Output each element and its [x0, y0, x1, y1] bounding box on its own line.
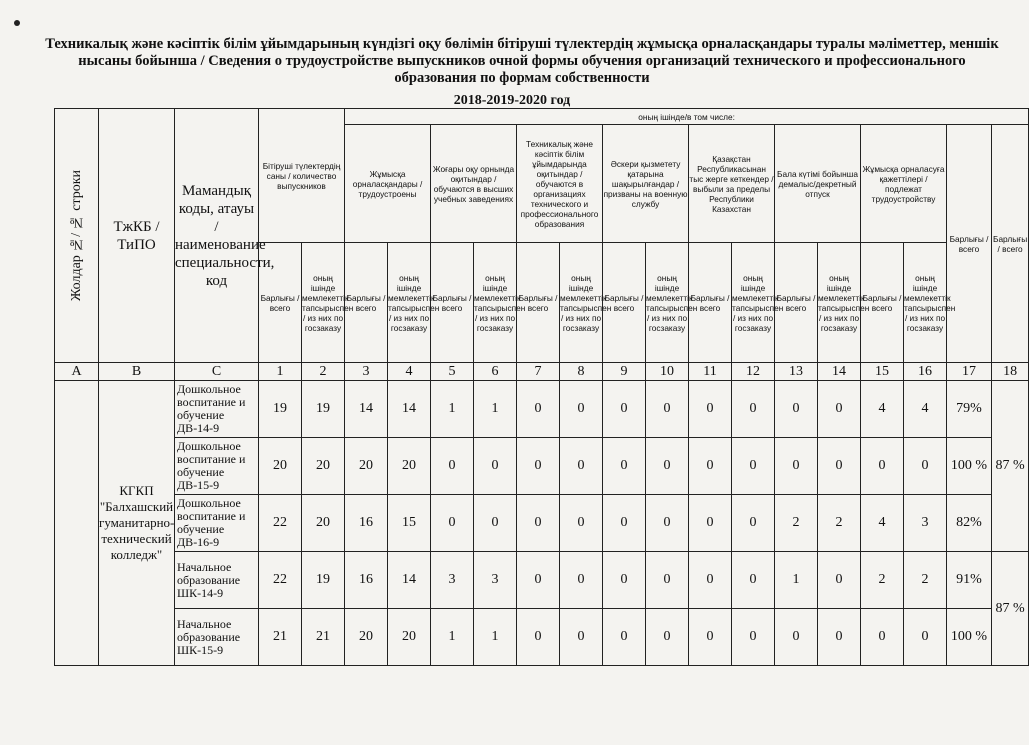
value-cell: 0	[732, 552, 775, 609]
sub-gov: оның ішінде мемлекеттік тапсырыспен / из них по госзаказу	[818, 243, 861, 363]
col-letter: 15	[861, 363, 904, 381]
scan-mark	[14, 20, 20, 26]
value-cell: 0	[517, 438, 560, 495]
percent-cell: 100 %	[947, 438, 992, 495]
header-row-no: Жолдар №/ № строки	[55, 109, 99, 363]
value-cell: 0	[560, 438, 603, 495]
header-maternity: Бала күтімі бойынша демалыс/декретный отпуск	[775, 125, 861, 243]
value-cell: 20	[302, 495, 345, 552]
col-letter: 9	[603, 363, 646, 381]
value-cell: 0	[517, 609, 560, 666]
value-cell: 20	[388, 438, 431, 495]
document-title: Техникалық және кәсіптік білім ұйымдарының күндізгі оқу бөлімін бітіруші түлектердің жұмысқа орналасқандары туралы мәліметтер, меншік нысаны бойынша / Сведения о трудоустройстве выпускников очной формы обучения организаций технического и профессионального образования по формам собственности	[45, 36, 999, 86]
col-letter: 14	[818, 363, 861, 381]
header-abroad: Қазақстан Республикасынан тыс жерге кеткендер / выбыли за пределы Республики Казахстан	[689, 125, 775, 243]
sub-total: Барлығы / всего	[345, 243, 388, 363]
col-letter: 17	[947, 363, 992, 381]
percent-cell: 91%	[947, 552, 992, 609]
col-letter: 6	[474, 363, 517, 381]
col-letter: 8	[560, 363, 603, 381]
table-row	[55, 609, 1029, 666]
value-cell: 0	[646, 609, 689, 666]
value-cell: 0	[775, 609, 818, 666]
sub-gov: оның ішінде мемлекеттік тапсырыспен / из них по госзаказу	[732, 243, 775, 363]
col-letter: 1	[259, 363, 302, 381]
value-cell: 0	[689, 609, 732, 666]
header-employed: Жұмысқа орналасқандары / трудоустроены	[345, 125, 431, 243]
value-cell: 20	[259, 438, 302, 495]
value-cell: 21	[302, 609, 345, 666]
value-cell: 3	[474, 552, 517, 609]
sub-gov: оның ішінде мемлекеттік тапсырыспен / из них по госзаказу	[302, 243, 345, 363]
specialty-cell: Начальное образование ШК-15-9	[175, 609, 259, 666]
table-row	[55, 495, 1029, 552]
sub-total: Барлығы / всего	[689, 243, 732, 363]
col-letter: 13	[775, 363, 818, 381]
value-cell: 2	[818, 495, 861, 552]
value-cell: 19	[302, 381, 345, 438]
value-cell: 16	[345, 495, 388, 552]
sub-total: Барлығы / всего	[517, 243, 560, 363]
value-cell: 1	[474, 381, 517, 438]
value-cell: 0	[560, 381, 603, 438]
header-including: оның ішінде/в том числе:	[345, 109, 1029, 125]
value-cell: 0	[732, 381, 775, 438]
value-cell: 1	[431, 381, 474, 438]
value-cell: 0	[431, 495, 474, 552]
sub-total: Барлығы / всего	[259, 243, 302, 363]
col-letter: С	[175, 363, 259, 381]
col-letter: 7	[517, 363, 560, 381]
col-letter: В	[99, 363, 175, 381]
value-cell: 0	[603, 609, 646, 666]
value-cell: 0	[603, 495, 646, 552]
value-cell: 0	[646, 438, 689, 495]
value-cell: 0	[689, 552, 732, 609]
value-cell: 0	[861, 609, 904, 666]
percent-cell: 82%	[947, 495, 992, 552]
value-cell: 2	[904, 552, 947, 609]
value-cell: 2	[861, 552, 904, 609]
sub-total: Барлығы / всего	[431, 243, 474, 363]
value-cell: 1	[431, 609, 474, 666]
col-letter: 5	[431, 363, 474, 381]
value-cell: 0	[775, 381, 818, 438]
header-tipo: ТжКБ / ТиПО	[99, 109, 175, 363]
column-letters-row	[55, 363, 1029, 381]
value-cell: 22	[259, 495, 302, 552]
value-cell: 19	[259, 381, 302, 438]
value-cell: 20	[302, 438, 345, 495]
value-cell: 4	[861, 495, 904, 552]
value-cell: 0	[732, 609, 775, 666]
sub-total: Барлығы / всего	[861, 243, 904, 363]
specialty-cell: Дошкольное воспитание и обучение ДВ-15-9	[175, 438, 259, 495]
value-cell: 16	[345, 552, 388, 609]
header-higher: Жоғары оқу орнында оқитындар / обучаются в высших учебных заведениях	[431, 125, 517, 243]
value-cell: 1	[775, 552, 818, 609]
sub-gov: оның ішінде мемлекеттік тапсырыспен / из них по госзаказу	[388, 243, 431, 363]
col-letter: 16	[904, 363, 947, 381]
value-cell: 0	[775, 438, 818, 495]
group-total-cell: 87 %	[992, 381, 1029, 552]
value-cell: 0	[560, 495, 603, 552]
value-cell: 14	[388, 381, 431, 438]
col-letter: 12	[732, 363, 775, 381]
header-graduates: Бітіруші түлектердің саны / количество выпускников	[259, 109, 345, 243]
col-letter: 2	[302, 363, 345, 381]
col-letter: 18	[992, 363, 1029, 381]
header-total-17: Барлығы / всего	[947, 125, 992, 363]
percent-cell: 100 %	[947, 609, 992, 666]
value-cell: 15	[388, 495, 431, 552]
value-cell: 0	[646, 552, 689, 609]
value-cell: 0	[818, 552, 861, 609]
table-row	[55, 438, 1029, 495]
value-cell: 3	[904, 495, 947, 552]
value-cell: 0	[904, 438, 947, 495]
sub-total: Барлығы / всего	[603, 243, 646, 363]
header-army: Әскери қызметету қатарына шақырылғандар / призваны на военную службу	[603, 125, 689, 243]
value-cell: 0	[474, 438, 517, 495]
value-cell: 0	[689, 495, 732, 552]
value-cell: 0	[732, 495, 775, 552]
value-cell: 20	[345, 609, 388, 666]
value-cell: 4	[861, 381, 904, 438]
value-cell: 14	[345, 381, 388, 438]
specialty-cell: Дошкольное воспитание и обучение ДВ-16-9	[175, 495, 259, 552]
sub-gov: оның ішінде мемлекеттік тапсырыспен / из них по госзаказу	[474, 243, 517, 363]
value-cell: 0	[517, 495, 560, 552]
value-cell: 0	[904, 609, 947, 666]
value-cell: 0	[517, 552, 560, 609]
value-cell: 20	[345, 438, 388, 495]
value-cell: 19	[302, 552, 345, 609]
employment-table	[54, 108, 1029, 666]
col-letter: 4	[388, 363, 431, 381]
header-total-18: Барлығы / всего	[992, 125, 1029, 363]
document-year: 2018-2019-2020 год	[453, 93, 571, 108]
college-name: КГКП "Балхашский гуманитарно-технический колледж"	[99, 381, 175, 666]
value-cell: 22	[259, 552, 302, 609]
value-cell: 0	[560, 552, 603, 609]
value-cell: 0	[603, 438, 646, 495]
row-number-cell	[55, 381, 99, 666]
col-letter: 10	[646, 363, 689, 381]
value-cell: 0	[818, 609, 861, 666]
percent-cell: 79%	[947, 381, 992, 438]
value-cell: 1	[474, 609, 517, 666]
col-letter: 3	[345, 363, 388, 381]
table-row	[55, 552, 1029, 609]
value-cell: 0	[646, 495, 689, 552]
value-cell: 21	[259, 609, 302, 666]
sub-gov: оның ішінде мемлекеттік тапсырыспен / из них по госзаказу	[560, 243, 603, 363]
value-cell: 0	[818, 381, 861, 438]
specialty-cell: Начальное образование ШК-14-9	[175, 552, 259, 609]
sub-gov: оның ішінде мемлекеттік тапсырыспен / из них по госзаказу	[904, 243, 947, 363]
sub-total: Барлығы / всего	[775, 243, 818, 363]
value-cell: 0	[689, 438, 732, 495]
header-specialty: Мамандық коды, атауы / наименование специальности, код	[175, 109, 259, 363]
value-cell: 2	[775, 495, 818, 552]
col-letter: А	[55, 363, 99, 381]
value-cell: 0	[431, 438, 474, 495]
value-cell: 0	[603, 552, 646, 609]
value-cell: 0	[474, 495, 517, 552]
specialty-cell: Дошкольное воспитание и обучение ДВ-14-9	[175, 381, 259, 438]
header-tvet: Техникалық және кәсіптік білім ұйымдарында оқитындар / обучаются в организациях технического и профессионального образования	[517, 125, 603, 243]
value-cell: 20	[388, 609, 431, 666]
value-cell: 0	[603, 381, 646, 438]
value-cell: 4	[904, 381, 947, 438]
value-cell: 14	[388, 552, 431, 609]
value-cell: 0	[689, 381, 732, 438]
header-need-job: Жұмысқа орналасуға қажеттілері / подлежат трудоустройству	[861, 125, 947, 243]
value-cell: 0	[818, 438, 861, 495]
sub-gov: оның ішінде мемлекеттік тапсырыспен / из них по госзаказу	[646, 243, 689, 363]
group-total-cell: 87 %	[992, 552, 1029, 666]
table-row	[55, 381, 1029, 438]
value-cell: 0	[861, 438, 904, 495]
value-cell: 3	[431, 552, 474, 609]
value-cell: 0	[560, 609, 603, 666]
value-cell: 0	[517, 381, 560, 438]
value-cell: 0	[646, 381, 689, 438]
col-letter: 11	[689, 363, 732, 381]
value-cell: 0	[732, 438, 775, 495]
